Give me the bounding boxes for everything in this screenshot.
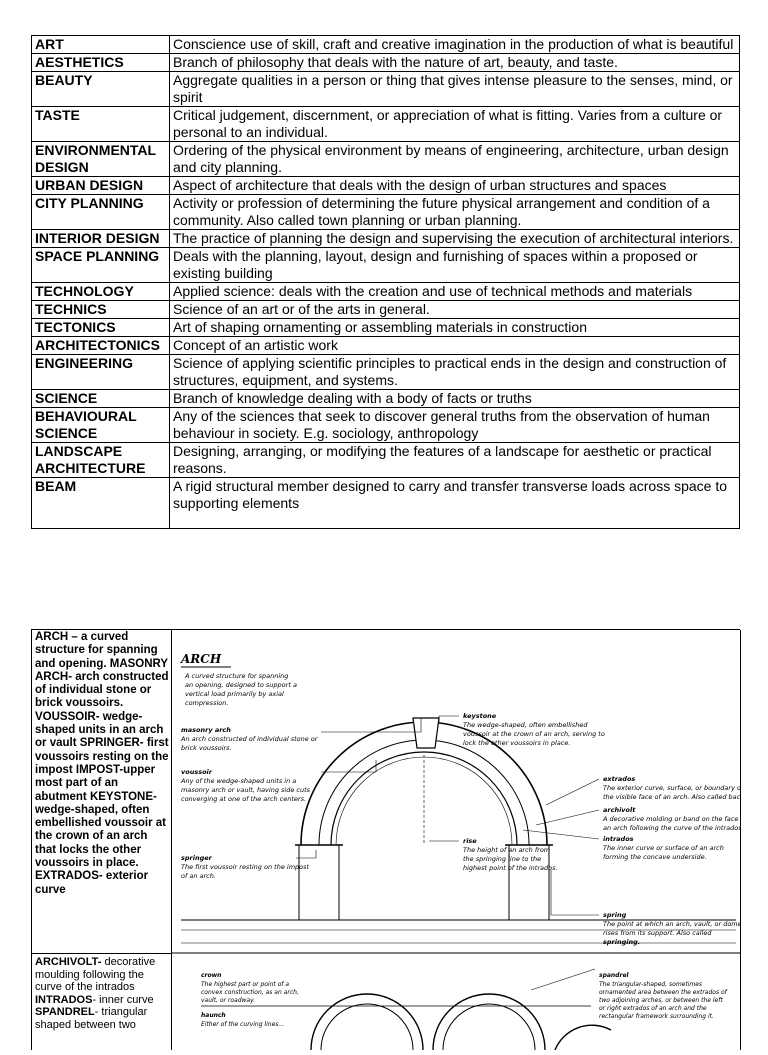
svg-text:two adjoining arches, or betwe: two adjoining arches, or between the left: [599, 997, 723, 1004]
glossary-row: [32, 107, 740, 142]
svg-text:of an arch.: of an arch.: [181, 872, 216, 880]
glossary-row: [32, 390, 740, 408]
glossary-definition: Applied science: deals with the creation and use of technical methods and materials: [170, 283, 740, 301]
glossary-term: AESTHETICS: [32, 54, 170, 72]
archivolt-term: ARCHIVOLT-: [35, 956, 102, 968]
svg-text:The first voussoir resting on: The first voussoir resting on the impost: [181, 863, 310, 871]
svg-text:the springing line to the: the springing line to the: [463, 855, 542, 863]
svg-text:an arch following the curve of: an arch following the curve of the intrados.: [603, 824, 740, 832]
svg-text:voussoir at the crown of an ar: voussoir at the crown of an arch, serving to: [463, 730, 605, 738]
glossary-term: SCIENCE: [32, 390, 170, 408]
glossary-definition: Branch of knowledge dealing with a body of facts or truths: [170, 390, 740, 408]
spring-label: spring: [603, 911, 627, 919]
glossary-row: [32, 283, 740, 301]
glossary-row: [32, 54, 740, 72]
haunch-label: haunch: [201, 1012, 226, 1019]
figure-title: ARCH: [181, 652, 222, 666]
svg-text:The highest part or point of a: The highest part or point of a: [201, 981, 290, 988]
svg-text:rectangular framework surround: rectangular framework surrounding it.: [599, 1013, 714, 1020]
svg-text:A decorative molding or band o: A decorative molding or band on the face of: [603, 815, 740, 823]
glossary-definition: Critical judgement, discernment, or appreciation of what is fitting. Varies from a culture or personal to an individual.: [170, 107, 740, 142]
arch-notes-secondary: [35, 956, 169, 1032]
arch-notes-column: [31, 630, 172, 1050]
intrados-term: INTRADOS: [35, 993, 93, 1006]
svg-text:vault, or roadway.: vault, or roadway.: [201, 997, 256, 1004]
springer-label: springer: [181, 854, 212, 862]
keystone-label: keystone: [463, 712, 497, 720]
svg-text:an opening, designed to suppor: an opening, designed to support a: [185, 681, 297, 689]
glossary-definition: Ordering of the physical environment by means of engineering, architecture, urban design and city planning.: [170, 142, 740, 177]
glossary-table: [31, 35, 740, 529]
glossary-term: BEHAVIOURAL SCIENCE: [32, 408, 170, 443]
svg-text:The triangular-shaped, sometim: The triangular-shaped, sometimes: [599, 981, 703, 988]
glossary-row: [32, 230, 740, 248]
glossary-definition: Science of applying scientific principles to practical ends in the design and construction of structures, equipment, and systems.: [170, 355, 740, 390]
glossary-term: BEAM: [32, 478, 170, 529]
glossary-term: TECTONICS: [32, 319, 170, 337]
svg-text:forming the concave underside.: forming the concave underside.: [603, 853, 707, 861]
voussoir-label: voussoir: [181, 768, 212, 776]
glossary-row: [32, 177, 740, 195]
glossary-definition: The practice of planning the design and supervising the execution of architectural interiors.: [170, 230, 740, 248]
spandrel-def: - triangular shaped between two: [35, 1006, 148, 1031]
svg-text:highest point of the intrados.: highest point of the intrados.: [463, 864, 558, 872]
glossary-definition: Deals with the planning, layout, design and furnishing of spaces within a proposed or existing building: [170, 248, 740, 283]
svg-text:Any of the wedge-shaped units: Any of the wedge-shaped units in a: [181, 777, 297, 785]
glossary-row: [32, 248, 740, 283]
glossary-definition: Art of shaping ornamenting or assembling materials in construction: [170, 319, 740, 337]
svg-text:The height of an arch from: The height of an arch from: [463, 846, 551, 854]
svg-text:The inner curve or surface of: The inner curve or surface of an arch: [603, 844, 724, 852]
glossary-row: [32, 478, 740, 529]
glossary-row: [32, 408, 740, 443]
intrados-def: - inner curve: [92, 993, 154, 1006]
glossary-row: [32, 195, 740, 230]
svg-text:convex construction, as an arc: convex construction, as an arch,: [201, 989, 299, 996]
glossary-term: URBAN DESIGN: [32, 177, 170, 195]
glossary-row: [32, 142, 740, 177]
glossary-row: [32, 36, 740, 54]
glossary-term: LANDSCAPE ARCHITECTURE: [32, 443, 170, 478]
glossary-definition: Any of the sciences that seek to discover general truths from the observation of human behaviour in society. E.g. sociology, anthropology: [170, 408, 740, 443]
arch-section: [31, 629, 740, 1050]
title-desc: [184, 672, 297, 707]
glossary-definition: Science of an art or of the arts in general.: [170, 301, 740, 319]
svg-text:lock the other voussoirs in pl: lock the other voussoirs in place.: [463, 739, 571, 747]
svg-text:the visible face of an arch. A: the visible face of an arch. Also called back.: [603, 793, 740, 801]
glossary-row: [32, 72, 740, 107]
glossary-definition: Conscience use of skill, craft and creative imagination in the production of what is beautiful: [170, 36, 740, 54]
arch-diagram: [171, 630, 740, 1050]
glossary-row: [32, 337, 740, 355]
glossary-row: [32, 319, 740, 337]
arch-figure: [171, 630, 741, 1050]
glossary-term: ENVIRONMENTAL DESIGN: [32, 142, 170, 177]
glossary-term: TECHNOLOGY: [32, 283, 170, 301]
left-labels: [180, 726, 319, 880]
archivolt-label: archivolt: [603, 806, 636, 814]
crown-label: crown: [201, 972, 222, 979]
svg-text:The point at which an arch, va: The point at which an arch, vault, or dome: [603, 920, 740, 928]
svg-text:brick voussoirs.: brick voussoirs.: [181, 744, 232, 752]
glossary-definition: Branch of philosophy that deals with the nature of art, beauty, and taste.: [170, 54, 740, 72]
svg-text:The wedge-shaped, often embell: The wedge-shaped, often embellished: [463, 721, 588, 729]
glossary-term: INTERIOR DESIGN: [32, 230, 170, 248]
svg-text:A curved structure for spannin: A curved structure for spanning: [185, 672, 289, 680]
archivolt-def: decorative moulding following the curve of the intrados: [35, 956, 156, 994]
glossary-definition: A rigid structural member designed to carry and transfer transverse loads across space to supporting elements: [170, 478, 740, 529]
svg-text:or right extrados of an arch a: or right extrados of an arch and the: [599, 1005, 707, 1012]
masonry-arch-label: masonry arch: [181, 726, 231, 734]
glossary-term: ENGINEERING: [32, 355, 170, 390]
glossary-term: TASTE: [32, 107, 170, 142]
spandrel-label: spandrel: [599, 972, 629, 979]
glossary-term: SPACE PLANNING: [32, 248, 170, 283]
glossary-definition: Activity or profession of determining the future physical arrangement and condition of a community. Also called town planning or urban planning.: [170, 195, 740, 230]
springing-label: springing.: [603, 938, 641, 946]
glossary-row: [32, 355, 740, 390]
glossary-row: [32, 301, 740, 319]
svg-text:ornamented area between the ex: ornamented area between the extrados of: [599, 989, 727, 996]
svg-text:masonry arch or vault, having: masonry arch or vault, having side cuts: [181, 786, 311, 794]
svg-text:An arch constructed of individ: An arch constructed of individual stone or: [181, 735, 318, 743]
extrados-label: extrados: [603, 775, 636, 783]
svg-text:converging at one of the arch: converging at one of the arch centers.: [181, 795, 307, 803]
glossary-term: TECHNICS: [32, 301, 170, 319]
glossary-term: BEAUTY: [32, 72, 170, 107]
arch-notes-text: ARCH – a curved structure for spanning and opening. MASONRY ARCH- arch constructed of individual stone or brick voussoirs. VOUSSOIR- wedge-shaped units in an arch or vault SPRINGER- first voussoirs resting on the impost IMPOST-upper most part of an abutment KEYSTONE- wedge-shaped, often embellished voussoir at the crown of an arch that locks the other voussoirs in place. EXTRADOS- exterior curve: [35, 631, 169, 896]
svg-text:rises from its support. Also c: rises from its support. Also called: [603, 929, 712, 937]
intrados-label: intrados: [603, 835, 634, 843]
svg-text:vertical load primarily by axi: vertical load primarily by axial: [185, 690, 284, 698]
glossary-row: [32, 443, 740, 478]
glossary-term: ARCHITECTONICS: [32, 337, 170, 355]
right-labels: [463, 712, 740, 946]
notes-divider: [32, 953, 171, 954]
glossary-definition: Aggregate qualities in a person or thing that gives intense pleasure to the senses, mind, or spirit: [170, 72, 740, 107]
glossary-term: CITY PLANNING: [32, 195, 170, 230]
svg-text:compression.: compression.: [185, 699, 229, 707]
svg-text:Either of the curving lines...: Either of the curving lines...: [201, 1021, 285, 1028]
rise-label: rise: [463, 837, 477, 845]
spandrel-term: SPANDREL: [35, 1006, 95, 1019]
svg-text:The exterior curve, surface, o: The exterior curve, surface, or boundary of: [603, 784, 740, 792]
glossary-definition: Aspect of architecture that deals with the design of urban structures and spaces: [170, 177, 740, 195]
glossary-definition: Designing, arranging, or modifying the features of a landscape for aesthetic or practical reasons.: [170, 443, 740, 478]
glossary-definition: Concept of an artistic work: [170, 337, 740, 355]
glossary-term: ART: [32, 36, 170, 54]
